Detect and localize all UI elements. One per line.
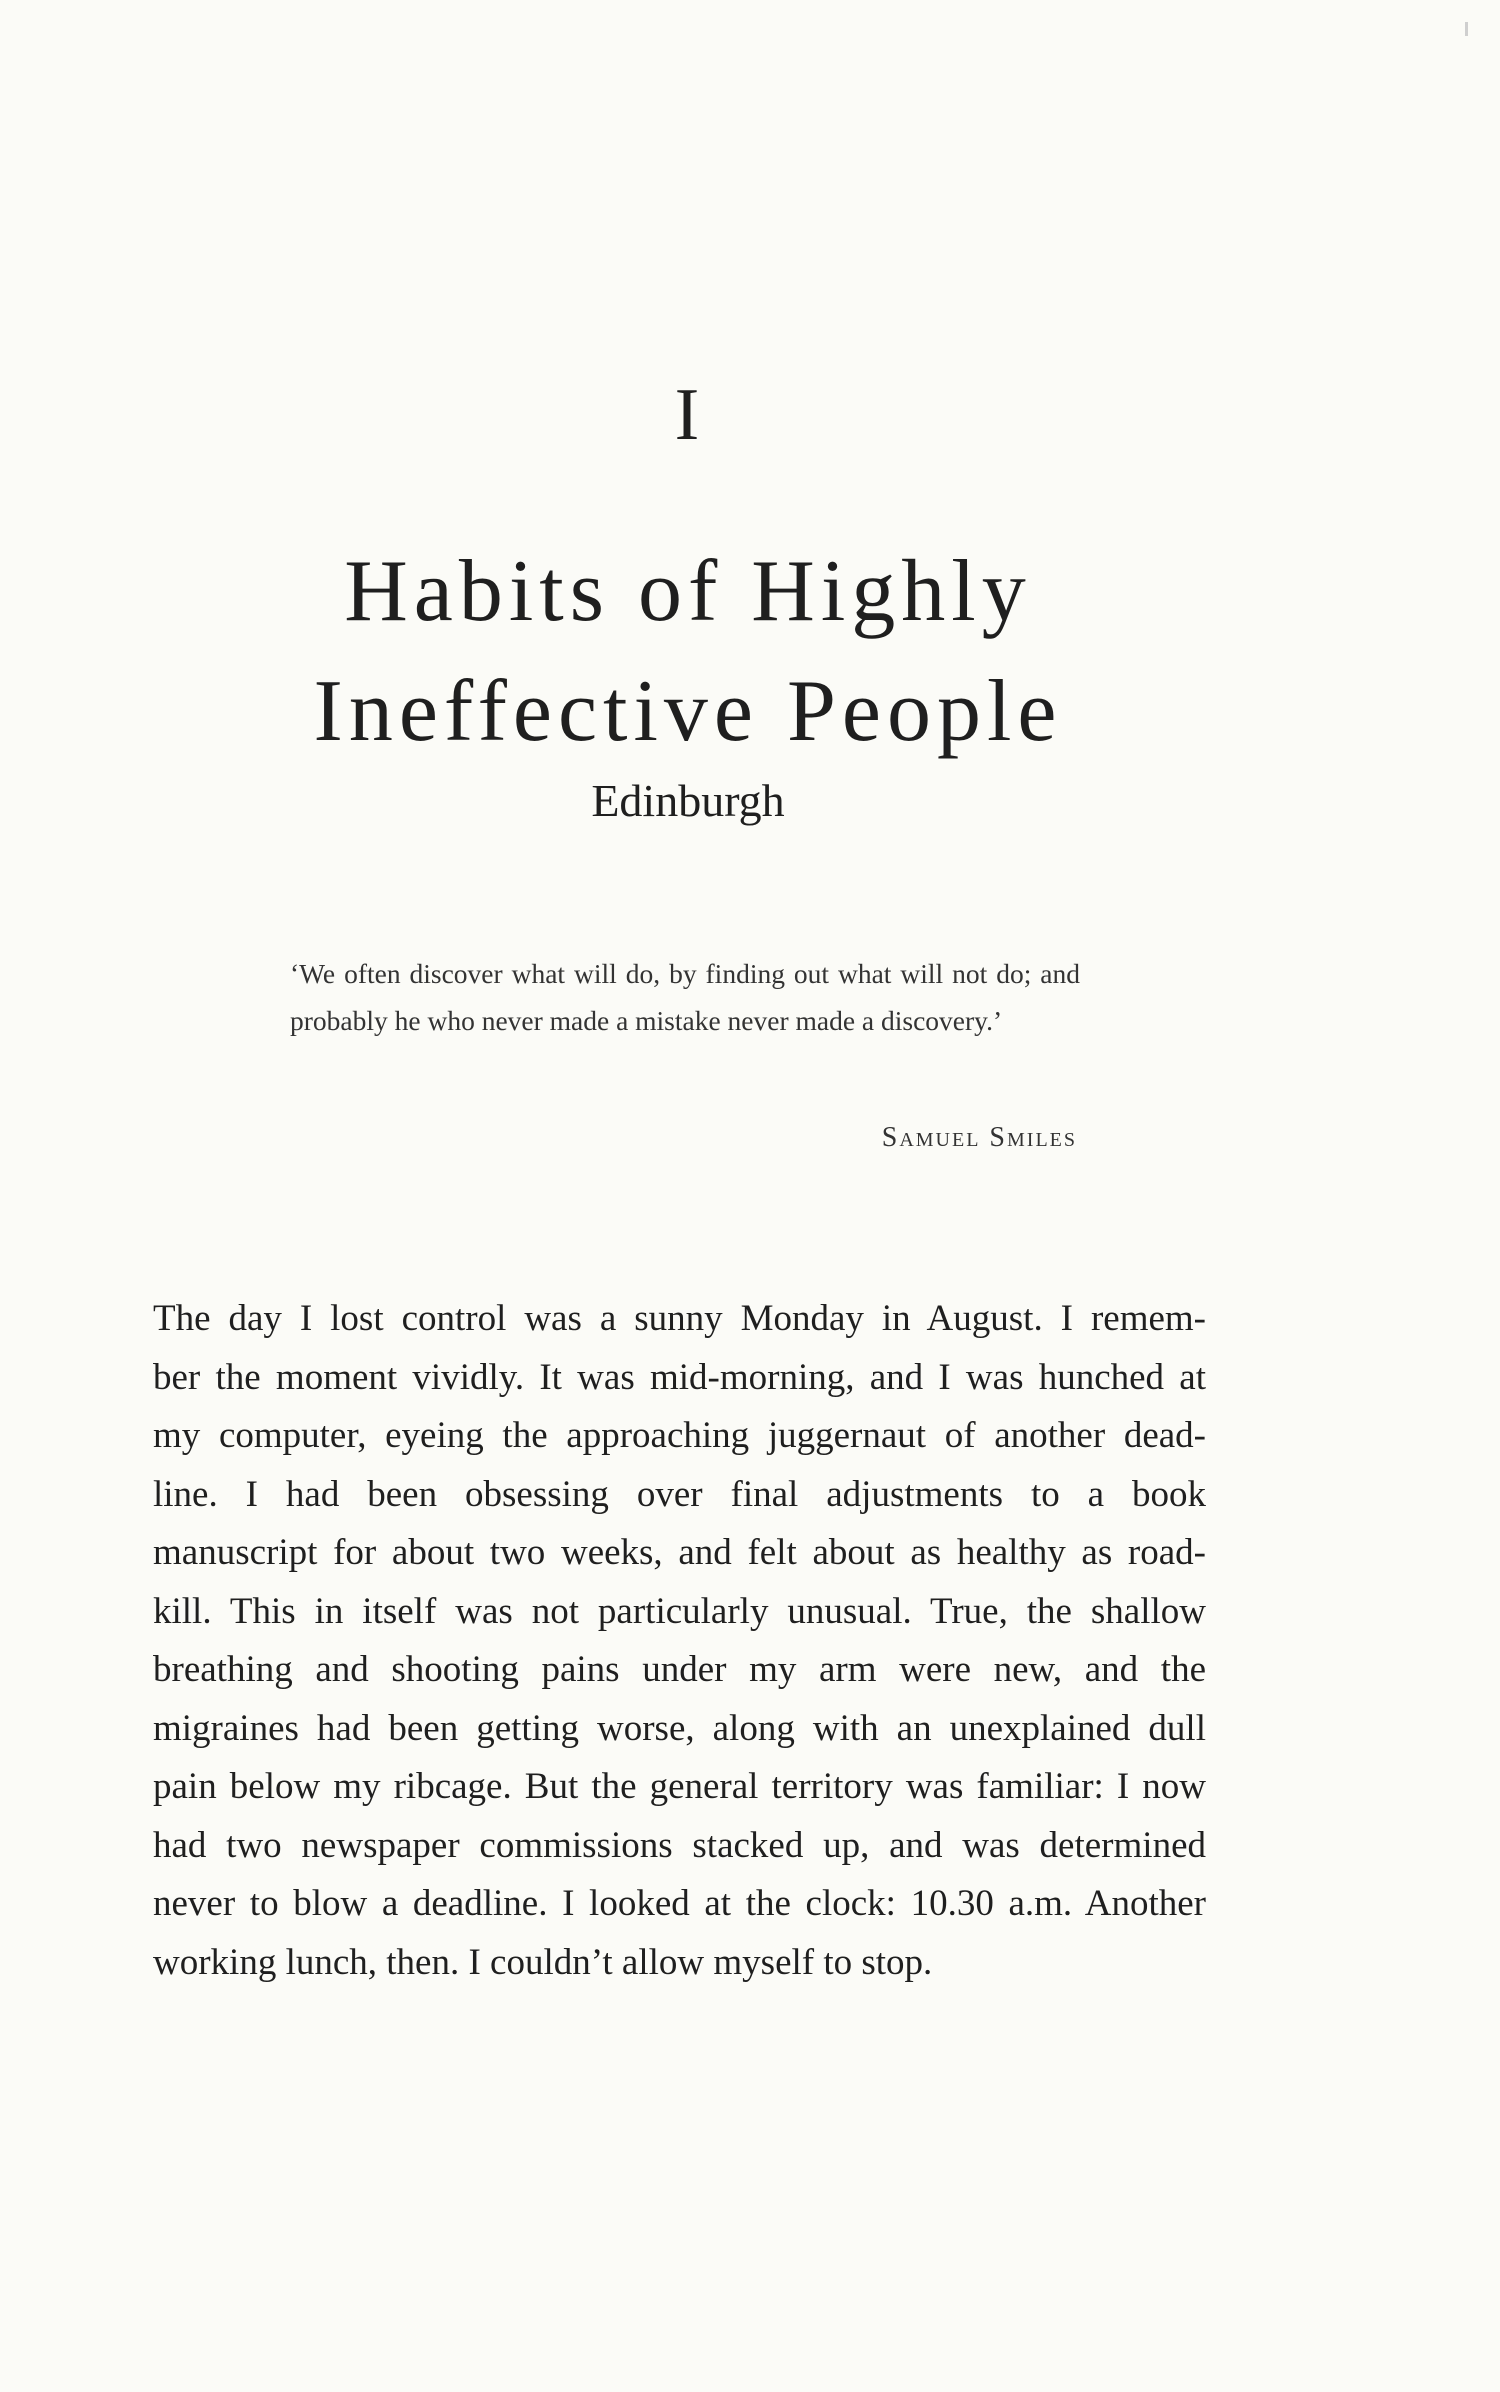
body-line: had two newspaper commissions stacked up, and was determined [153, 1824, 1206, 1866]
chapter-number: I [674, 374, 702, 456]
body-line: working lunch, then. I couldn’t allow myself to stop. [153, 1941, 933, 1983]
epigraph-quote: ‘We often discover what will do, by finding out what will not do; and probably he who never made a mistake never made a discovery.’ [290, 958, 1080, 1036]
body-line: The day I lost control was a sunny Monday in August. I remem- [153, 1298, 1206, 1339]
epigraph-author: Samuel Smiles [881, 1122, 1077, 1153]
body-line: kill. This in itself was not particularly unusual. True, the shallow [153, 1590, 1206, 1632]
scan-artifact [1465, 22, 1468, 36]
body-line: migraines had been getting worse, along with an unexplained dull [153, 1707, 1206, 1749]
chapter-location: Edinburgh [591, 775, 785, 826]
body-line: breathing and shooting pains under my arm were new, and the [153, 1649, 1206, 1690]
chapter-title-line-1: Habits of Highly [344, 543, 1032, 640]
body-line: line. I had been obsessing over final adjustments to a book [153, 1473, 1206, 1515]
body-line: never to blow a deadline. I looked at the clock: 10.30 a.m. Another [153, 1883, 1206, 1924]
body-line: pain below my ribcage. But the general territory was familiar: I now [153, 1766, 1206, 1807]
chapter-title [0, 532, 1376, 772]
body-line: my computer, eyeing the approaching juggernaut of another dead- [153, 1415, 1206, 1456]
body-line: ber the moment vividly. It was mid-morning, and I was hunched at [153, 1356, 1206, 1398]
body-line: manuscript for about two weeks, and felt about as healthy as road- [153, 1532, 1206, 1573]
chapter-title-line-2: Ineffective People [313, 663, 1063, 760]
body-paragraph [153, 1290, 1206, 1992]
